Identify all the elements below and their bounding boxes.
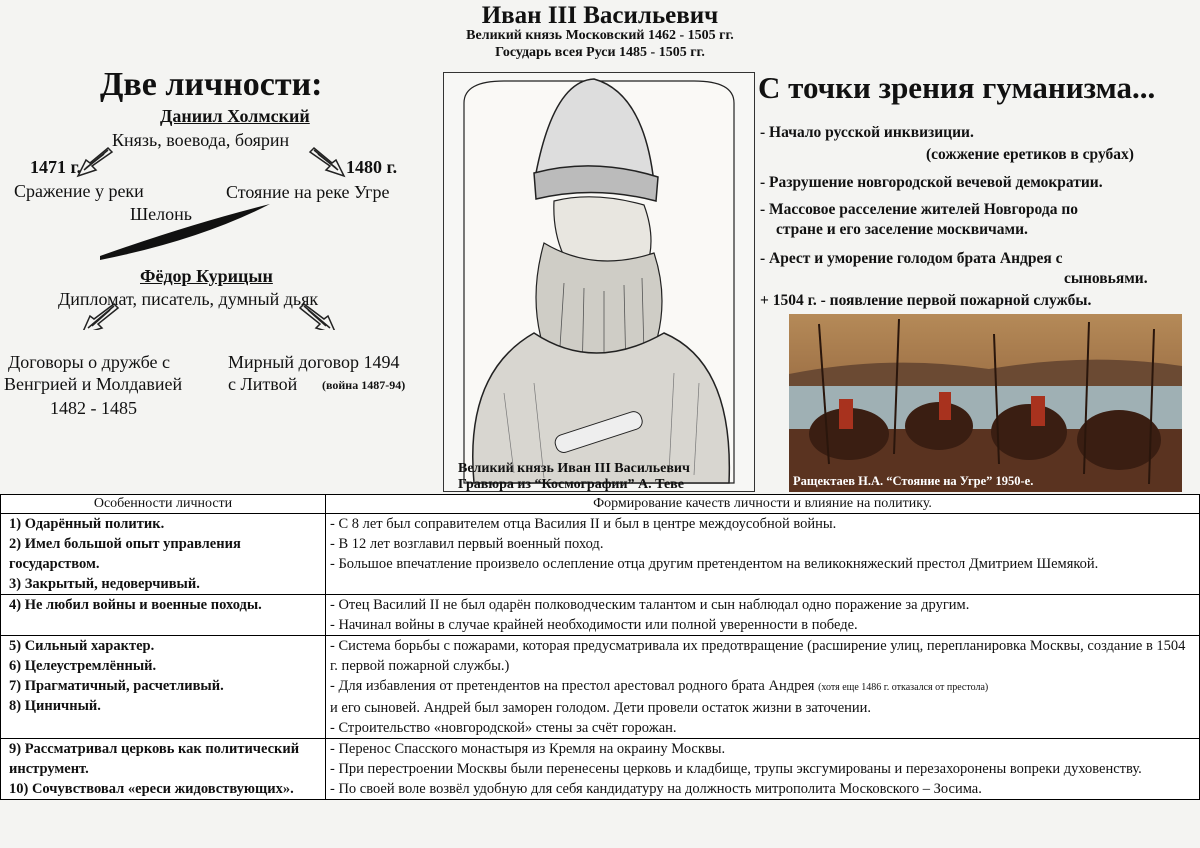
- formation-item: [330, 676, 1195, 698]
- humanism-item-inquisition-note: (сожжение еретиков в срубах): [926, 146, 1134, 163]
- painting-figure: [789, 314, 1182, 492]
- formation-cell: [326, 514, 1200, 595]
- portrait-engraving: [443, 72, 755, 492]
- painting-caption: Ращектаев Н.А. “Стояние на Угре” 1950-е.: [793, 474, 1034, 488]
- trait-item: 3) Закрытый, недоверчивый.: [9, 576, 200, 592]
- formation-item: - По своей воле возвёл удобную для себя кандидатуру на должность митрополита Московского – Зосима.: [330, 781, 982, 797]
- year-1471: 1471 г.: [30, 157, 82, 177]
- treaties-line1: Договоры о дружбе с: [8, 352, 170, 372]
- formation-item: - С 8 лет был соправителем отца Василия II и был в центре междоусобной войны.: [330, 516, 837, 532]
- trait-item: 4) Не любил войны и военные походы.: [9, 597, 262, 613]
- year-1480: 1480 г.: [346, 157, 398, 177]
- table-row: [1, 739, 1200, 800]
- traits-cell: [1, 636, 326, 739]
- formation-cell: [326, 595, 1200, 636]
- trait-item: 2) Имел большой опыт управления государством.: [9, 536, 241, 572]
- formation-item: - В 12 лет возглавил первый военный поход.: [330, 536, 604, 552]
- formation-cell: [326, 739, 1200, 800]
- war-note: (война 1487-94): [322, 378, 406, 392]
- arrow-down-right-icon: [310, 148, 344, 176]
- trait-item: 9) Рассматривал церковь как политический инструмент.: [9, 741, 300, 777]
- trait-item: 8) Циничный.: [9, 698, 101, 714]
- traits-cell: [1, 739, 326, 800]
- kuritsyn-name: Фёдор Курицын: [140, 266, 273, 286]
- formation-item: - Перенос Спасского монастыря из Кремля на окраину Москвы.: [330, 741, 726, 757]
- column-header-traits: Особенности личности: [1, 495, 326, 514]
- column-header-formation: Формирование качеств личности и влияние на политику.: [326, 495, 1200, 514]
- kuritsyn-role: Дипломат, писатель, думный дьяк: [58, 289, 319, 309]
- formation-item: - Система борьбы с пожарами, которая предусматривала их предотвращение (расширение улиц, перепланировка Москвы, создание в 1504 г. первой пожарной службы.): [330, 638, 1186, 674]
- humanism-item-andrey-cont: сыновьями.: [1064, 270, 1148, 287]
- table-header-row: [1, 495, 1200, 514]
- peace-treaty-line1: Мирный договор 1494: [228, 352, 400, 372]
- formation-cell: [326, 636, 1200, 739]
- formation-item: - Большое впечатление произвело ослепление отца другим претендентом на великокняжеский престол Дмитрием Шемякой.: [330, 556, 1099, 572]
- humanism-heading: С точки зрения гуманизма...: [758, 70, 1156, 105]
- formation-item: - Отец Василий II не был одарён полководческим талантом и сын наблюдал одно поражение за другим.: [330, 597, 970, 613]
- formation-item: - При перестроении Москвы были перенесены церковь и кладбище, трупы эксгумированы и перезахоронены вопреки духовенству.: [330, 761, 1142, 777]
- holmsky-role: Князь, воевода, боярин: [112, 130, 290, 150]
- formation-item: и его сыновей. Андрей был заморен голодом. Дети провели остаток жизни в заточении.: [330, 700, 872, 716]
- painting-standing-on-ugra: [789, 314, 1182, 492]
- personality-table: [0, 494, 1200, 800]
- subtitle-grand-prince: Великий князь Московский 1462 - 1505 гг.: [466, 28, 734, 43]
- table-row: [1, 514, 1200, 595]
- humanism-item-fire-service: + 1504 г. - появление первой пожарной службы.: [760, 292, 1092, 309]
- humanism-item-resettlement: - Массовое расселение жителей Новгорода по: [760, 201, 1079, 218]
- ugra-standing: Стояние на реке Угре: [226, 182, 390, 202]
- formation-item: - Строительство «новгородской» стены за счёт горожан.: [330, 720, 677, 736]
- humanism-item-inquisition: - Начало русской инквизиции.: [760, 124, 974, 141]
- formation-item-note: (хотя еще 1486 г. отказался от престола): [818, 682, 989, 693]
- arrow-down-left-icon: [78, 148, 112, 176]
- formation-item: - Начинал войны в случае крайней необходимости или полной уверенности в победе.: [330, 617, 858, 633]
- holmsky-name: Даниил Холмский: [160, 106, 310, 126]
- treaties-line2: Венгрией и Молдавией: [4, 374, 183, 394]
- trait-item: 7) Прагматичный, расчетливый.: [9, 678, 224, 694]
- brush-divider: [100, 204, 270, 260]
- portrait-figure: [444, 73, 754, 491]
- shelon-battle-line1: Сражение у реки: [14, 181, 144, 201]
- subtitle-sovereign: Государь всея Руси 1485 - 1505 гг.: [495, 45, 705, 60]
- trait-item: 10) Сочувствовал «ереси жидовствующих».: [9, 781, 294, 797]
- page-title: Иван III Васильевич: [481, 2, 719, 29]
- peace-treaty-line2: с Литвой: [228, 374, 298, 394]
- portrait-caption-title: Великий князь Иван III Васильевич: [458, 461, 690, 476]
- formation-item-text: - Для избавления от претендентов на престол арестовал родного брата Андрея: [330, 678, 815, 694]
- trait-item: 6) Целеустремлённый.: [9, 658, 157, 674]
- trait-item: 1) Одарённый политик.: [9, 516, 165, 532]
- humanism-item-andrey: - Арест и уморение голодом брата Андрея с: [760, 250, 1063, 267]
- table-row: [1, 595, 1200, 636]
- two-personalities-heading: Две личности:: [100, 66, 323, 103]
- portrait-caption-source: Гравюра из “Космографии” А. Теве: [458, 477, 684, 492]
- humanism-item-resettlement-cont: стране и его заселение москвичами.: [776, 221, 1028, 238]
- traits-cell: [1, 514, 326, 595]
- shelon-battle-line2: Шелонь: [130, 204, 192, 224]
- traits-cell: [1, 595, 326, 636]
- humanism-item-novgorod-democracy: - Разрушение новгородской вечевой демократии.: [760, 174, 1103, 191]
- trait-item: 5) Сильный характер.: [9, 638, 155, 654]
- table-row: [1, 636, 1200, 739]
- treaties-years: 1482 - 1485: [50, 398, 137, 418]
